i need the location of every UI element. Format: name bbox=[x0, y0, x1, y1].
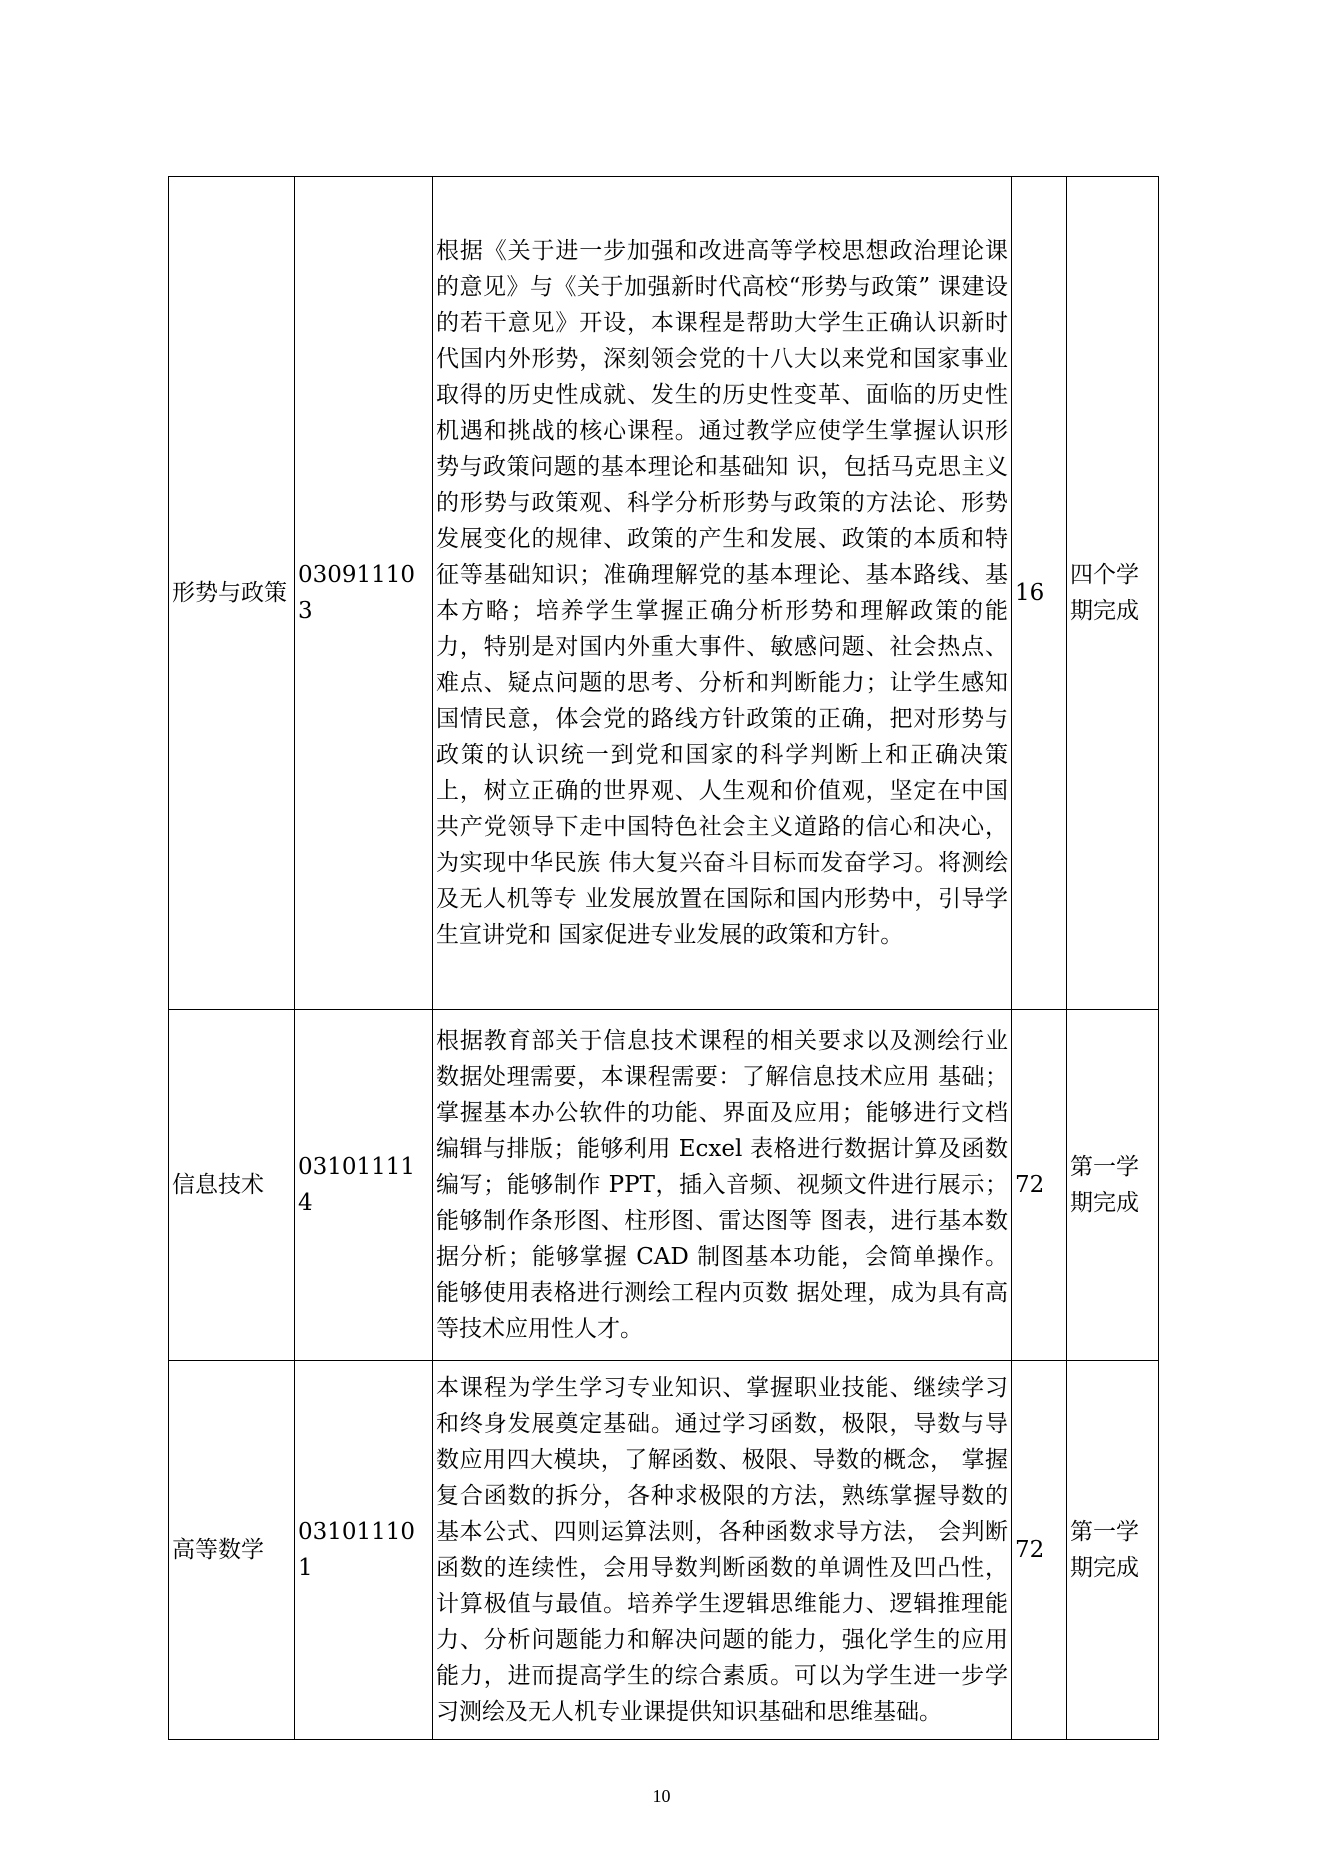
table-row bbox=[169, 1010, 1159, 1361]
course-code: 031011101 bbox=[295, 1361, 433, 1740]
course-hours: 72 bbox=[1012, 1010, 1067, 1361]
course-description: 本课程为学生学习专业知识、掌握职业技能、继续学习和终身发展奠定基础。通过学习函数，极限，导数与导数应用四大模块，了解函数、极限、导数的概念， 掌握复合函数的拆分，各种求极限的方法，熟练掌握导数的基本公式、四则运算法则，各种函数求导方法， 会判断函数的连续性，会用导数判断函数的单调性及凹凸性，计算极值与最值。培养学生逻辑思维能力、逻辑推理能力、分析问题能力和解决问题的能力，强化学生的应用能力，进而提高学生的综合素质。可以为学生进一步学习测绘及无人机专业课提供知识基础和思维基础。 bbox=[433, 1361, 1012, 1740]
course-term: 四个学期完成 bbox=[1067, 177, 1159, 1010]
course-name: 形势与政策 bbox=[169, 177, 295, 1010]
course-code: 031011114 bbox=[295, 1010, 433, 1361]
course-description: 根据《关于进一步加强和改进高等学校思想政治理论课的意见》与《关于加强新时代高校“形势与政策” 课建设的若干意见》开设，本课程是帮助大学生正确认识新时代国内外形势，深刻领会党的十八大以来党和国家事业取得的历史性成就、发生的历史性变革、面临的历史性机遇和挑战的核心课程。通过教学应使学生掌握认识形势与政策问题的基本理论和基础知 识，包括马克思主义的形势与政策观、科学分析形势与政策的方法论、形势发展变化的规律、政策的产生和发展、政策的本质和特征等基础知识；准确理解党的基本理论、基本路线、基本方略；培养学生掌握正确分析形势和理解政策的能力，特别是对国内外重大事件、敏感问题、社会热点、难点、疑点问题的思考、分析和判断能力；让学生感知国情民意，体会党的路线方针政策的正确，把对形势与政策的认识统一到党和国家的科学判断上和正确决策上，树立正确的世界观、人生观和价值观，坚定在中国共产党领导下走中国特色社会主义道路的信心和决心，为实现中华民族 伟大复兴奋斗目标而发奋学习。将测绘及无人机等专 业发展放置在国际和国内形势中，引导学生宣讲党和 国家促进专业发展的政策和方针。 bbox=[433, 177, 1012, 1010]
course-table bbox=[168, 176, 1159, 1740]
page-number: 10 bbox=[652, 1786, 671, 1806]
course-hours: 72 bbox=[1012, 1361, 1067, 1740]
course-description: 根据教育部关于信息技术课程的相关要求以及测绘行业数据处理需要，本课程需要：了解信息技术应用 基础； 掌握基本办公软件的功能、界面及应用；能够进行文档编辑与排版；能够利用 Ecxel 表格进行数据计算及函数编写；能够制作 PPT，插入音频、视频文件进行展示；能够制作条形图、柱形图、雷达图等 图表，进行基本数据分析；能够掌握 CAD 制图基本功能，会简单操作。能够使用表格进行测绘工程内页数 据处理，成为具有高等技术应用性人才。 bbox=[433, 1010, 1012, 1361]
course-term: 第一学期完成 bbox=[1067, 1361, 1159, 1740]
course-hours: 16 bbox=[1012, 177, 1067, 1010]
course-name: 信息技术 bbox=[169, 1010, 295, 1361]
table-row bbox=[169, 1361, 1159, 1740]
table-row bbox=[169, 177, 1159, 1010]
course-name: 高等数学 bbox=[169, 1361, 295, 1740]
course-code: 030911103 bbox=[295, 177, 433, 1010]
course-term: 第一学期完成 bbox=[1067, 1010, 1159, 1361]
